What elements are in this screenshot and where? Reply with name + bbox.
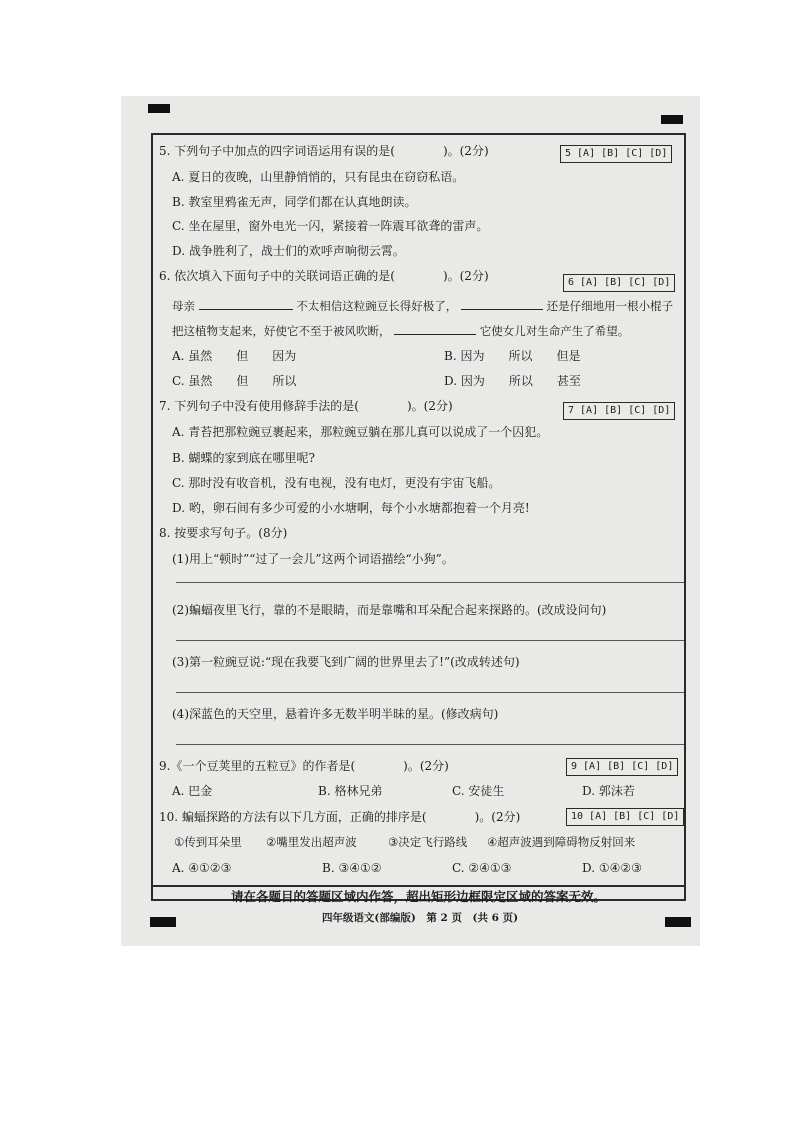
- q7-option-c: C. 那时没有收音机，没有电视，没有电灯，更没有宇宙飞船。: [172, 476, 501, 490]
- q10-step-3: ③决定飞行路线: [388, 835, 468, 849]
- q8-stem: 8. 按要求写句子。(8分): [159, 526, 288, 540]
- q9-option-c: C. 安徒生: [452, 784, 505, 798]
- registration-mark-right: [661, 115, 683, 124]
- q8-write-line-4[interactable]: [176, 744, 684, 745]
- q6-sentence-1a: 母亲: [172, 299, 195, 313]
- q5-answer-box[interactable]: 5 [A] [B] [C] [D]: [560, 145, 672, 163]
- q6-sentence-2a: 把这植物支起来，好使它不至于被风吹断，: [172, 324, 391, 338]
- q6-sentence-2b: 它使女儿对生命产生了希望。: [479, 324, 630, 338]
- q5-option-a: A. 夏日的夜晚，山里静悄悄的，只有昆虫在窃窃私语。: [172, 170, 465, 184]
- q5-option-b: B. 教室里鸦雀无声，同学们都在认真地朗读。: [172, 195, 417, 209]
- q6-answer-box[interactable]: 6 [A] [B] [C] [D]: [563, 274, 675, 292]
- q8-item-3: (3)第一粒豌豆说:“现在我要飞到广阔的世界里去了!”(改成转述句): [172, 655, 520, 669]
- q10-option-d: D. ①④②③: [582, 861, 642, 875]
- q9-option-d: D. 郭沫若: [582, 784, 635, 798]
- q7-option-d: D. 哟，卵石间有多少可爱的小水塘啊，每个小水塘都抱着一个月亮!: [172, 501, 530, 515]
- q6-sentence-line-1: [172, 297, 673, 314]
- q6-blank-3[interactable]: [394, 322, 476, 335]
- q6-option-d: D. 因为 所以 甚至: [444, 374, 581, 388]
- registration-mark-bottom-left: [150, 917, 176, 927]
- q9-option-a: A. 巴金: [172, 784, 213, 798]
- q5-stem: 5. 下列句子中加点的四字词语运用有误的是( )。(2分): [159, 144, 489, 158]
- q9-option-b: B. 格林兄弟: [318, 784, 383, 798]
- page-footer: 四年级语文(部编版) 第 2 页 (共 6 页): [321, 912, 519, 924]
- q6-sentence-1b: 不太相信这粒豌豆长得好极了，: [296, 299, 458, 313]
- q10-option-b: B. ③④①②: [322, 861, 382, 875]
- q6-sentence-line-2: [172, 322, 629, 339]
- q5-option-c: C. 坐在屋里，窗外电光一闪，紧接着一阵震耳欲聋的雷声。: [172, 219, 489, 233]
- answer-area-notice: 请在各题目的答题区域内作答，超出矩形边框限定区域的答案无效。: [153, 885, 684, 907]
- q7-option-b: B. 蝴蝶的家到底在哪里呢?: [172, 451, 315, 465]
- q9-stem: 9.《一个豆荚里的五粒豆》的作者是( )。(2分): [159, 759, 449, 773]
- q5-option-d: D. 战争胜利了，战士们的欢呼声响彻云霄。: [172, 244, 405, 258]
- q7-stem: 7. 下列句子中没有使用修辞手法的是( )。(2分): [159, 399, 453, 413]
- q7-option-a: A. 青苔把那粒豌豆裹起来，那粒豌豆躺在那儿真可以说成了一个囚犯。: [172, 425, 549, 439]
- q6-option-a: A. 虽然 但 因为: [172, 349, 297, 363]
- q8-write-line-3[interactable]: [176, 692, 684, 693]
- q6-stem: 6. 依次填入下面句子中的关联词语正确的是( )。(2分): [159, 269, 489, 283]
- q10-option-c: C. ②④①③: [452, 861, 512, 875]
- q8-item-4: (4)深蓝色的天空里，悬着许多无数半明半昧的星。(修改病句): [172, 707, 499, 721]
- q8-write-line-2[interactable]: [176, 640, 684, 641]
- q8-item-1: (1)用上“顿时”“过了一会儿”这两个词语描绘“小狗”。: [172, 552, 454, 566]
- q10-answer-box[interactable]: 10 [A] [B] [C] [D]: [566, 808, 684, 826]
- q8-write-line-1[interactable]: [176, 582, 684, 583]
- q10-step-2: ②嘴里发出超声波: [266, 835, 357, 849]
- q10-stem: 10. 蝙蝠探路的方法有以下几方面，正确的排序是( )。(2分): [159, 810, 521, 824]
- q9-answer-box[interactable]: 9 [A] [B] [C] [D]: [566, 758, 678, 776]
- q7-answer-box[interactable]: 7 [A] [B] [C] [D]: [563, 402, 675, 420]
- q6-sentence-1c: 还是仔细地用一根小棍子: [546, 299, 674, 313]
- q10-option-a: A. ④①②③: [172, 861, 232, 875]
- q10-step-4: ④超声波遇到障碍物反射回来: [487, 835, 636, 849]
- q6-blank-1[interactable]: [199, 297, 293, 310]
- q6-option-c: C. 虽然 但 所以: [172, 374, 297, 388]
- registration-mark-left: [148, 104, 170, 113]
- q6-option-b: B. 因为 所以 但是: [444, 349, 581, 363]
- q10-step-1: ①传到耳朵里: [174, 835, 242, 849]
- q8-item-2: (2)蝙蝠夜里飞行，靠的不是眼睛，而是靠嘴和耳朵配合起来探路的。(改成设问句): [172, 603, 607, 617]
- registration-mark-bottom-right: [665, 917, 691, 927]
- q6-blank-2[interactable]: [461, 297, 543, 310]
